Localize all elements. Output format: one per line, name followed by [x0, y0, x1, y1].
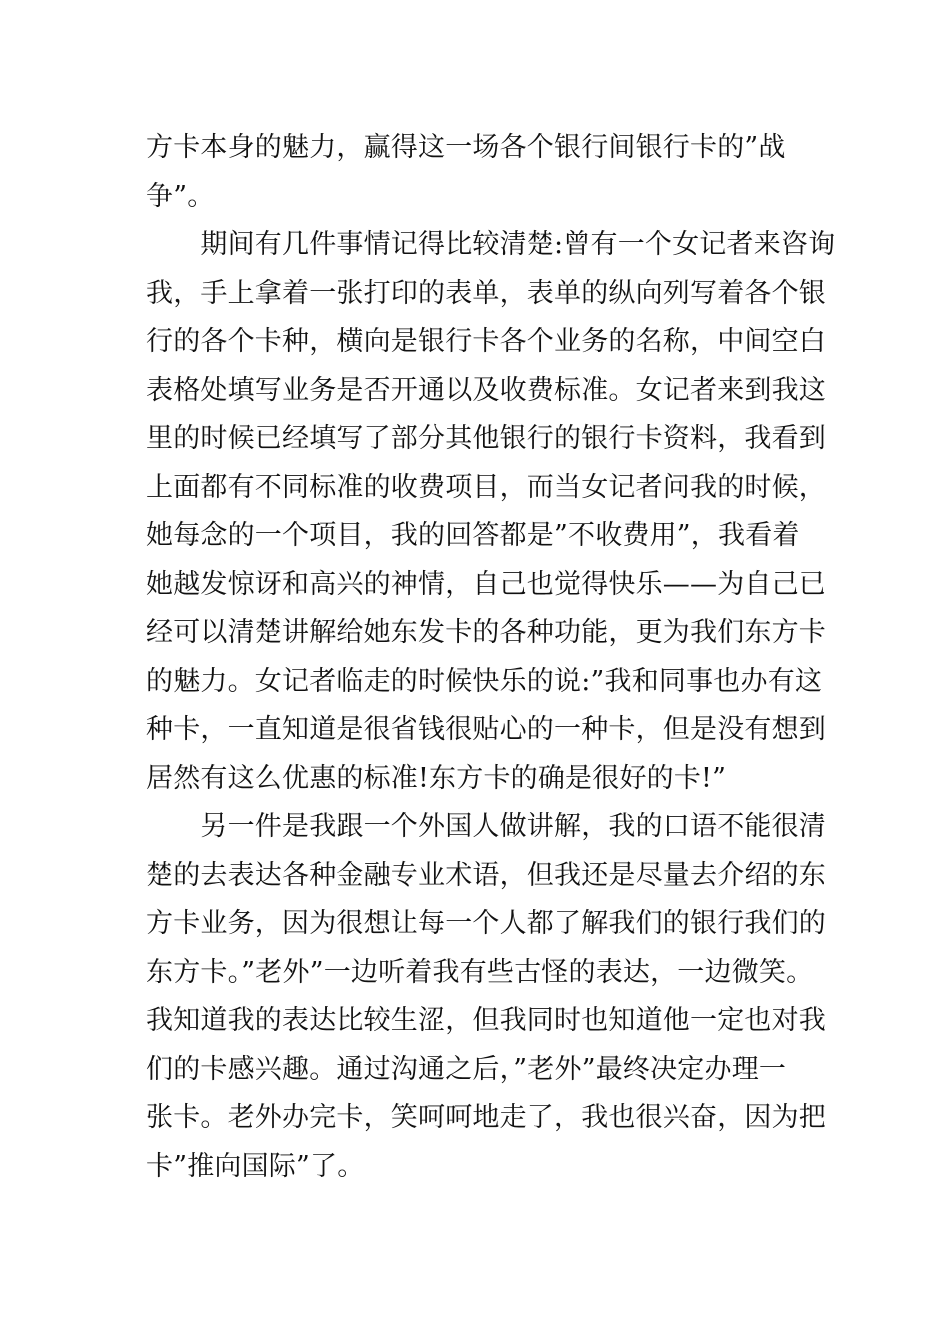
paragraph-2-line-12: 居然有这么优惠的标准!东方卡的确是很好的卡!”: [146, 762, 727, 794]
paragraph-3-line-8: 卡”推向国际”了。: [146, 1150, 365, 1182]
paragraph-2-line-7: 她每念的一个项目，我的回答都是”不收费用”，我看着: [146, 520, 800, 551]
paragraph-3-line-1: 另一件是我跟一个外国人做讲解，我的口语不能很清: [146, 811, 826, 842]
paragraph-2-line-2: 我，手上拿着一张打印的表单，表单的纵向列写着各个银: [146, 277, 826, 309]
paragraph-2-line-3: 行的各个卡种，横向是银行卡各个业务的名称，中间空白: [146, 326, 826, 357]
paragraph-1-line-2: 争”。: [146, 180, 215, 212]
paragraph-1-line-1: 方卡本身的魅力，赢得这一场各个银行间银行卡的”战: [146, 132, 786, 163]
paragraph-3-line-3: 方卡业务，因为很想让每一个人都了解我们的银行我们的: [146, 908, 826, 939]
paragraph-2-line-5: 里的时候已经填写了部分其他银行的银行卡资料，我看到: [146, 423, 826, 454]
paragraph-2-line-8: 她越发惊讶和高兴的神情，自己也觉得快乐——为自己已: [146, 568, 826, 600]
paragraph-3-line-5: 我知道我的表达比较生涩，但我同时也知道他一定也对我: [146, 1005, 826, 1036]
paragraph-3-line-2: 楚的去表达各种金融专业术语，但我还是尽量去介绍的东: [146, 859, 826, 891]
paragraph-2-line-4: 表格处填写业务是否开通以及收费标准。女记者来到我这: [146, 374, 826, 406]
paragraph-2-line-9: 经可以清楚讲解给她东发卡的各种功能，更为我们东方卡: [146, 617, 826, 648]
paragraph-2-line-11: 种卡，一直知道是很省钱很贴心的一种卡，但是没有想到: [146, 714, 826, 745]
paragraph-3-line-7: 张卡。老外办完卡，笑呵呵地走了，我也很兴奋，因为把: [146, 1102, 826, 1133]
paragraph-2-line-1: 期间有几件事情记得比较清楚:曾有一个女记者来咨询: [146, 229, 836, 260]
paragraph-3-line-6: 们的卡感兴趣。通过沟通之后，”老外”最终决定办理一: [146, 1053, 787, 1085]
paragraph-2-line-10: 的魅力。女记者临走的时候快乐的说:”我和同事也办有这: [146, 665, 823, 697]
paragraph-2-line-6: 上面都有不同标准的收费项目，而当女记者问我的时候，: [146, 471, 826, 503]
paragraph-3-line-4: 东方卡。”老外”一边听着我有些古怪的表达，一边微笑。: [146, 956, 814, 988]
document-body: [146, 124, 836, 1191]
